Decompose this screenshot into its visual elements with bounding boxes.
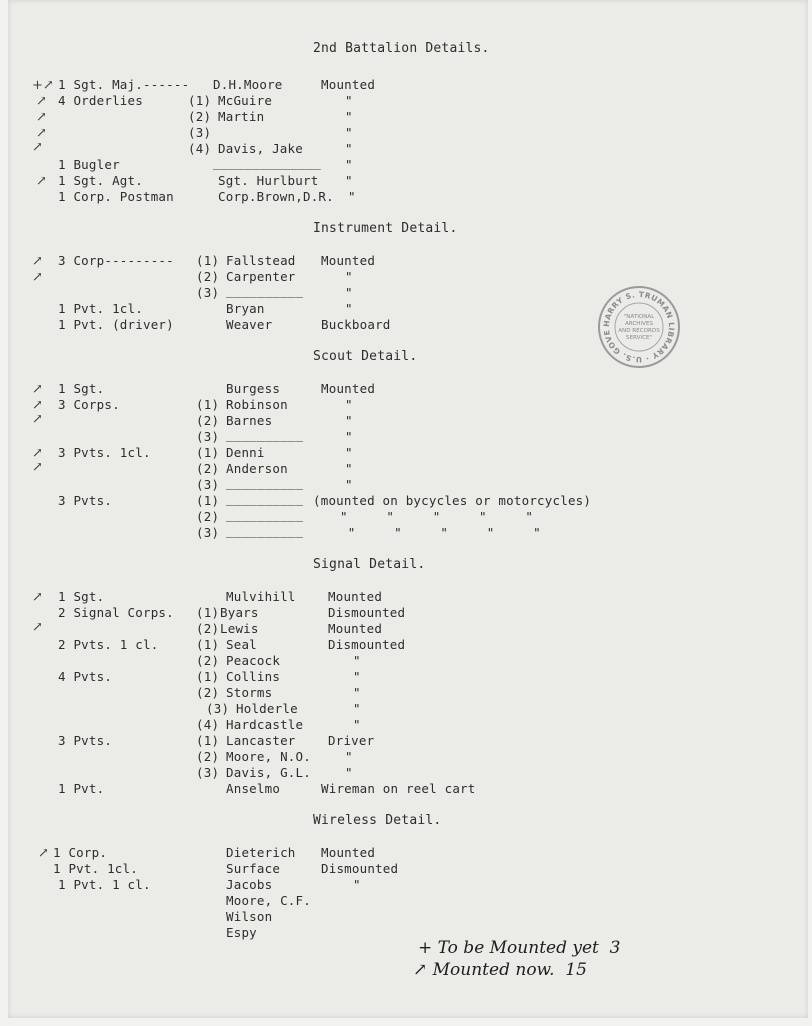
line-num: (2): [196, 653, 220, 668]
line-count: 1 Sgt.: [58, 381, 105, 396]
line-status: Dismounted: [328, 605, 406, 620]
line-num: (1): [196, 669, 220, 684]
check-mark: ↗: [32, 140, 43, 155]
line-count: 2 Signal Corps.: [58, 605, 174, 620]
line-name: Holderle: [236, 701, 298, 716]
line-name: Hardcastle: [226, 717, 304, 732]
line-name: Surface: [226, 861, 281, 876]
line-name: ______________: [213, 155, 322, 170]
line-name: Bryan: [226, 301, 265, 316]
check-mark: ↗: [32, 254, 43, 269]
line-count: 1 Pvt. (driver): [58, 317, 174, 332]
check-mark: ↗: [32, 270, 43, 285]
line-status: ": [353, 653, 361, 668]
section-title-wireless: Wireless Detail.: [313, 813, 442, 828]
check-mark: ↗: [36, 94, 47, 109]
line-status: ": [345, 765, 353, 780]
line-num: (3): [188, 125, 212, 140]
archive-stamp: [596, 284, 682, 370]
line-name: __________: [226, 491, 304, 506]
line-name: Espy: [226, 925, 257, 940]
line-count: 1 Corp. Postman: [58, 189, 174, 204]
line-num: (1): [196, 605, 220, 620]
line-name: Collins: [226, 669, 281, 684]
line-num: (2): [196, 509, 220, 524]
line-name: Denni: [226, 445, 265, 460]
line-status: ": [345, 301, 353, 316]
line-status: ": [345, 125, 353, 140]
line-name: Moore, N.O.: [226, 749, 311, 764]
line-name: __________: [226, 427, 304, 442]
line-status: ": [353, 717, 361, 732]
line-num: (1): [196, 253, 220, 268]
check-mark: ↗: [36, 174, 47, 189]
line-num: (2): [196, 413, 220, 428]
line-count: 1 Sgt.: [58, 589, 105, 604]
line-name: D.H.Moore: [213, 77, 283, 92]
line-status: " " " " ": [340, 525, 541, 540]
line-status: Mounted: [321, 253, 376, 268]
line-status: ": [353, 669, 361, 684]
line-name: Lewis: [220, 621, 259, 636]
line-num: (2): [196, 685, 220, 700]
check-mark: ↗: [32, 382, 43, 397]
line-name: Peacock: [226, 653, 281, 668]
line-count: 1 Pvt. 1cl.: [58, 301, 143, 316]
line-status: Mounted: [328, 621, 383, 636]
line-count: 4 Pvts.: [58, 669, 113, 684]
check-mark: ↗: [36, 126, 47, 141]
line-status: Mounted: [328, 589, 383, 604]
check-mark: ↗: [32, 446, 43, 461]
line-status: ": [353, 877, 361, 892]
line-count: 1 Sgt. Agt.: [58, 173, 143, 188]
line-status: ": [345, 269, 353, 284]
line-count: 1 Pvt. 1cl.: [53, 861, 138, 876]
line-status: ": [345, 461, 353, 476]
line-count: 1 Sgt. Maj.------: [58, 77, 190, 92]
check-mark: ↗: [36, 110, 47, 125]
line-status: Mounted: [321, 381, 376, 396]
line-name: Fallstead: [226, 253, 296, 268]
section-title-signal: Signal Detail.: [313, 557, 426, 572]
line-status: ": [345, 429, 353, 444]
line-name: Davis, G.L.: [226, 765, 311, 780]
line-name: Anderson: [226, 461, 288, 476]
line-num: (2): [196, 749, 220, 764]
line-name: Storms: [226, 685, 273, 700]
line-name: Byars: [220, 605, 259, 620]
line-status: Mounted: [321, 845, 376, 860]
line-num: (1): [196, 445, 220, 460]
line-name: Sgt. Hurlburt: [218, 173, 319, 188]
line-status: " " " " ": [340, 509, 534, 524]
line-name: __________: [226, 507, 304, 522]
line-count: 3 Corp---------: [58, 253, 174, 268]
line-num: (3): [196, 525, 220, 540]
handwritten-note: ↗ Mounted now. 15: [413, 960, 587, 980]
line-status: ": [353, 685, 361, 700]
line-count: 1 Corp.: [53, 845, 108, 860]
line-status: ": [345, 285, 353, 300]
line-num: (3): [196, 429, 220, 444]
line-name: __________: [226, 283, 304, 298]
stamp-inner-text: "NATIONAL ARCHIVES AND RECORDS SERVICE": [618, 314, 660, 341]
check-mark: ↗: [32, 460, 43, 475]
line-num: (3): [206, 701, 230, 716]
check-mark: ↗: [38, 846, 49, 861]
line-name: Lancaster: [226, 733, 296, 748]
document-page: [8, 0, 808, 1018]
line-name: Seal: [226, 637, 257, 652]
line-status: ": [345, 445, 353, 460]
line-name: Burgess: [226, 381, 281, 396]
line-count: 4 Orderlies: [58, 93, 143, 108]
line-num: (1): [196, 733, 220, 748]
line-status: ": [345, 93, 353, 108]
check-mark: ↗: [32, 398, 43, 413]
line-name: Weaver: [226, 317, 273, 332]
line-name: Jacobs: [226, 877, 273, 892]
section-title-scout: Scout Detail.: [313, 349, 418, 364]
line-num: (1): [196, 493, 220, 508]
line-name: Corp.Brown,D.R.: [218, 189, 334, 204]
line-status: ": [348, 189, 356, 204]
line-num: (2): [196, 621, 220, 636]
line-num: (4): [196, 717, 220, 732]
line-name: __________: [226, 475, 304, 490]
line-status: ": [345, 173, 353, 188]
line-count: 1 Bugler: [58, 157, 120, 172]
line-num: (1): [188, 93, 212, 108]
section-title-battalion: 2nd Battalion Details.: [313, 41, 490, 56]
line-name: __________: [226, 523, 304, 538]
line-name: Barnes: [226, 413, 273, 428]
line-num: (3): [196, 477, 220, 492]
line-status: ": [345, 141, 353, 156]
line-name: Davis, Jake: [218, 141, 303, 156]
line-name: McGuire: [218, 93, 273, 108]
line-status: Driver: [328, 733, 375, 748]
line-num: (2): [196, 461, 220, 476]
line-status: ": [345, 109, 353, 124]
line-num: (2): [196, 269, 220, 284]
line-num: (3): [196, 285, 220, 300]
handwritten-note: + To be Mounted yet 3: [418, 938, 621, 958]
line-count: 3 Pvts.: [58, 733, 113, 748]
line-name: Dieterich: [226, 845, 296, 860]
line-count: 3 Pvts. 1cl.: [58, 445, 151, 460]
line-name: Moore, C.F.: [226, 893, 311, 908]
line-name: Wilson: [226, 909, 273, 924]
line-status: ": [353, 701, 361, 716]
line-count: 1 Pvt.: [58, 781, 105, 796]
line-count: 3 Corps.: [58, 397, 120, 412]
line-name: Carpenter: [226, 269, 296, 284]
line-name: Robinson: [226, 397, 288, 412]
line-status: Dismounted: [321, 861, 399, 876]
stamp-outer-text: HARRY S. TRUMAN LIBRARY · U.S. GOVE: [601, 289, 677, 365]
line-status: (mounted on bycycles or motorcycles): [313, 493, 592, 508]
line-status: ": [345, 749, 353, 764]
line-count: 3 Pvts.: [58, 493, 113, 508]
line-name: Anselmo: [226, 781, 281, 796]
check-mark: ↗: [32, 590, 43, 605]
line-name: Martin: [218, 109, 265, 124]
section-title-instrument: Instrument Detail.: [313, 221, 458, 236]
line-status: Buckboard: [321, 317, 391, 332]
line-status: ": [345, 157, 353, 172]
line-status: Dismounted: [328, 637, 406, 652]
line-num: (1): [196, 637, 220, 652]
line-num: (4): [188, 141, 212, 156]
line-status: Wireman on reel cart: [321, 781, 476, 796]
line-status: ": [345, 477, 353, 492]
line-num: (2): [188, 109, 212, 124]
line-name: Mulvihill: [226, 589, 296, 604]
line-count: 2 Pvts. 1 cl.: [58, 637, 159, 652]
check-mark: ↗: [32, 412, 43, 427]
check-mark: +↗: [32, 78, 54, 93]
line-status: ": [345, 397, 353, 412]
line-status: ": [345, 413, 353, 428]
line-count: 1 Pvt. 1 cl.: [58, 877, 151, 892]
line-num: (3): [196, 765, 220, 780]
line-num: (1): [196, 397, 220, 412]
line-status: Mounted: [321, 77, 376, 92]
check-mark: ↗: [32, 620, 43, 635]
